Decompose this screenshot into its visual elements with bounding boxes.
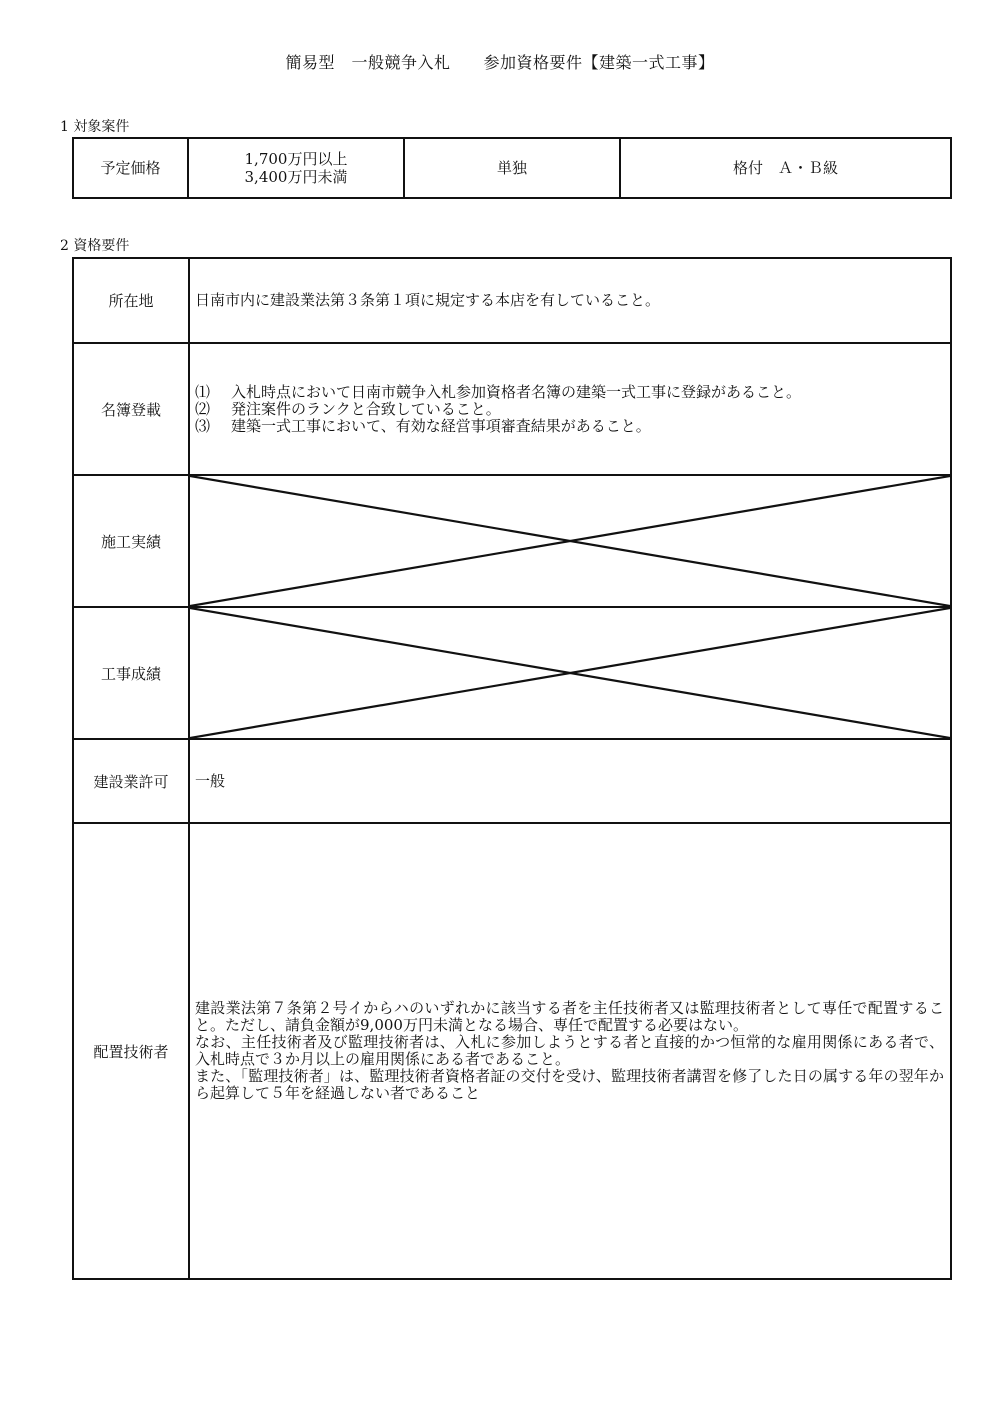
row-performance [74,608,950,740]
cross-out-mark [190,476,950,606]
registry-item [195,418,944,435]
registry-item [195,401,944,418]
row-experience [74,476,950,608]
target-project-table [72,137,952,199]
registry-item [195,384,944,401]
registry-item-number: ⑵ [195,399,211,418]
experience-label: 施工実績 [74,476,190,606]
registry-item-text: 建築一式工事において、有効な経営事項審査結果があること。 [231,416,651,435]
bid-type-cell: 単独 [405,139,621,197]
row-registry [74,344,950,476]
registry-label: 名簿登載 [74,344,190,474]
requirements-table [72,257,952,1280]
experience-crossed-out [190,476,950,606]
license-text: 一般 [195,771,226,790]
engineer-paragraph: また、「監理技術者」は、監理技術者資格者証の交付を受け、監理技術者講習を修了した日の属する年の翌年から起算して５年を経過しない者であること [195,1067,944,1102]
location-text: 日南市内に建設業法第３条第１項に規定する本店を有していること。 [195,291,661,309]
section-2-label: 2 資格要件 [60,238,130,254]
registry-item-text: 入札時点において日南市競争入札参加資格者名簿の建築一式工事に登録があること。 [231,382,802,401]
row-license [74,740,950,824]
registry-content [190,344,950,474]
price-value-cell: 1,700万円以上 3,400万円未満 [189,139,405,197]
price-label-cell: 予定価格 [74,139,189,197]
cross-out-mark [190,608,950,738]
row-engineer [74,824,950,1278]
section-1-label: 1 対象案件 [60,119,130,135]
license-label: 建設業許可 [74,740,190,822]
engineer-paragraph: 建設業法第７条第２号イからハのいずれかに該当する者を主任技術者又は監理技術者として専任で配置すること。ただし、請負金額が9,000万円未満となる場合、専任で配置する必要はない。 [195,999,944,1034]
engineer-label: 配置技術者 [74,824,190,1278]
page-title: 簡易型 一般競争入札 参加資格要件【建築一式工事】 [285,53,715,72]
engineer-content [190,824,950,1278]
grade-cell: 格付 Ａ・Ｂ級 [732,159,838,177]
registry-item-text: 発注案件のランクと合致していること。 [231,399,501,418]
location-label: 所在地 [74,259,190,342]
engineer-paragraph: なお、主任技術者及び監理技術者は、入札に参加しようとする者と直接的かつ恒常的な雇用関係にある者で、入札時点で３か月以上の雇用関係にある者であること。 [195,1033,944,1068]
registry-item-number: ⑴ [195,382,211,401]
performance-label: 工事成績 [74,608,190,738]
row-location [74,259,950,344]
performance-crossed-out [190,608,950,738]
registry-item-number: ⑶ [195,416,211,435]
